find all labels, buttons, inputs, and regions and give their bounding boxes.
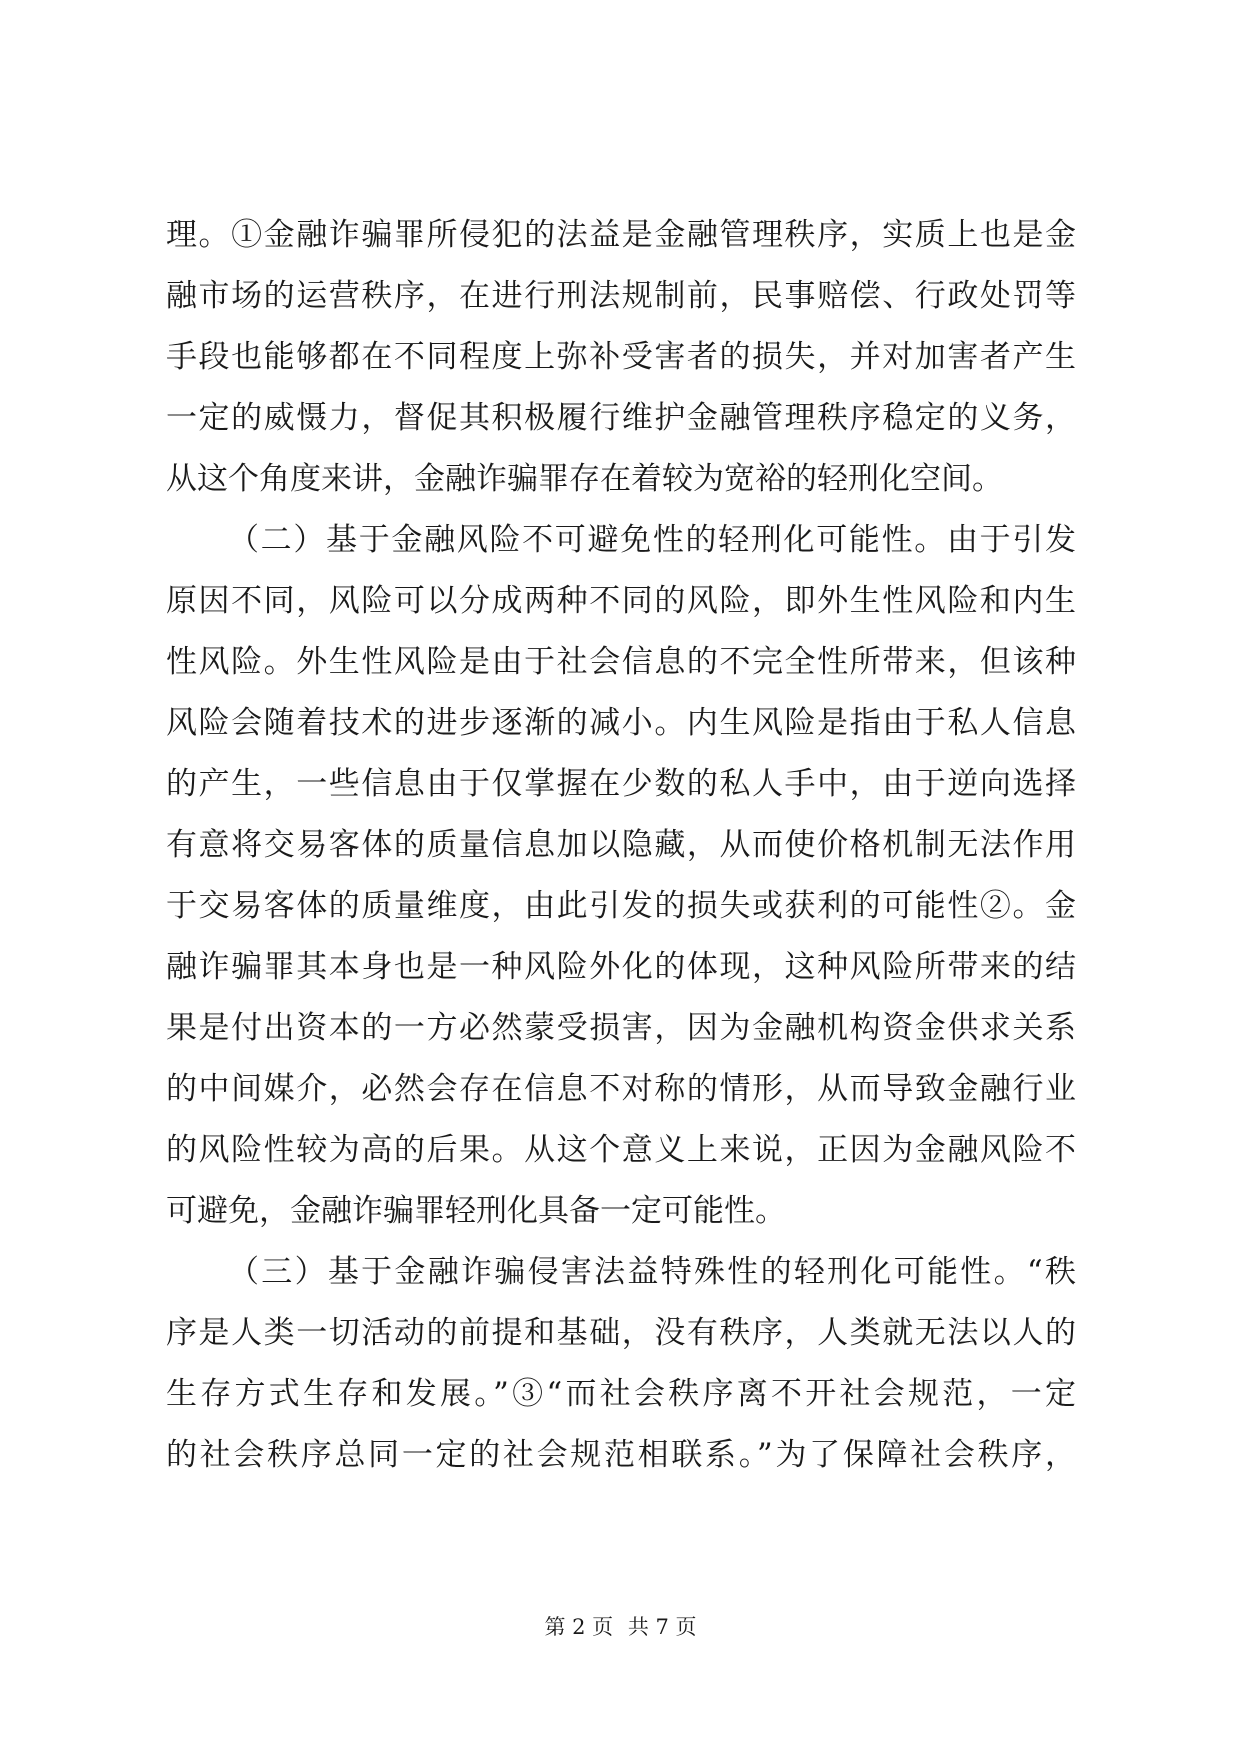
text-line-13: 融诈骗罪其本身也是一种风险外化的体现，这种风险所带来的结 (166, 949, 1076, 985)
text-line-4: 一定的威慑力，督促其积极履行维护金融管理秩序稳定的义务， (166, 400, 1076, 436)
text-line-17: 可避免，金融诈骗罪轻刑化具备一定可能性。 (166, 1193, 786, 1229)
text-line-19: 序是人类一切活动的前提和基础，没有秩序，人类就无法以人的 (166, 1315, 1076, 1351)
text-line-14: 果是付出资本的一方必然蒙受损害，因为金融机构资金供求关系 (166, 1010, 1076, 1046)
page-footer (0, 1612, 1241, 1642)
text-line-8: 性风险。外生性风险是由于社会信息的不完全性所带来，但该种 (166, 644, 1076, 680)
text-line-5: 从这个角度来讲，金融诈骗罪存在着较为宽裕的轻刑化空间。 (166, 461, 1003, 497)
document-body (166, 205, 1076, 1486)
text-line-11: 有意将交易客体的质量信息加以隐藏，从而使价格机制无法作用 (166, 827, 1076, 863)
text-line-12: 于交易客体的质量维度，由此引发的损失或获利的可能性②。金 (166, 888, 1076, 924)
text-line-20: 生存方式生存和发展。”③“而社会秩序离不开社会规范，一定 (166, 1376, 1076, 1412)
text-line-1: 理。①金融诈骗罪所侵犯的法益是金融管理秩序，实质上也是金 (166, 217, 1076, 253)
text-line-2: 融市场的运营秩序，在进行刑法规制前，民事赔偿、行政处罚等 (166, 278, 1076, 314)
text-line-21: 的社会秩序总同一定的社会规范相联系。”为了保障社会秩序， (166, 1437, 1076, 1473)
text-line-7: 原因不同，风险可以分成两种不同的风险，即外生性风险和内生 (166, 583, 1076, 619)
page-number-total: 共 7 页 (627, 1615, 697, 1639)
text-line-16: 的风险性较为高的后果。从这个意义上来说，正因为金融风险不 (166, 1132, 1076, 1168)
text-line-6-paragraph-start: （二）基于金融风险不可避免性的轻刑化可能性。由于引发 (228, 522, 1076, 558)
page-number-current: 第 2 页 (544, 1615, 614, 1639)
text-line-18-paragraph-start: （三）基于金融诈骗侵害法益特殊性的轻刑化可能性。“秩 (228, 1254, 1076, 1290)
text-line-3: 手段也能够都在不同程度上弥补受害者的损失，并对加害者产生 (166, 339, 1076, 375)
text-line-15: 的中间媒介，必然会存在信息不对称的情形，从而导致金融行业 (166, 1071, 1076, 1107)
text-line-10: 的产生，一些信息由于仅掌握在少数的私人手中，由于逆向选择 (166, 766, 1076, 802)
text-line-9: 风险会随着技术的进步逐渐的减小。内生风险是指由于私人信息 (166, 705, 1076, 741)
